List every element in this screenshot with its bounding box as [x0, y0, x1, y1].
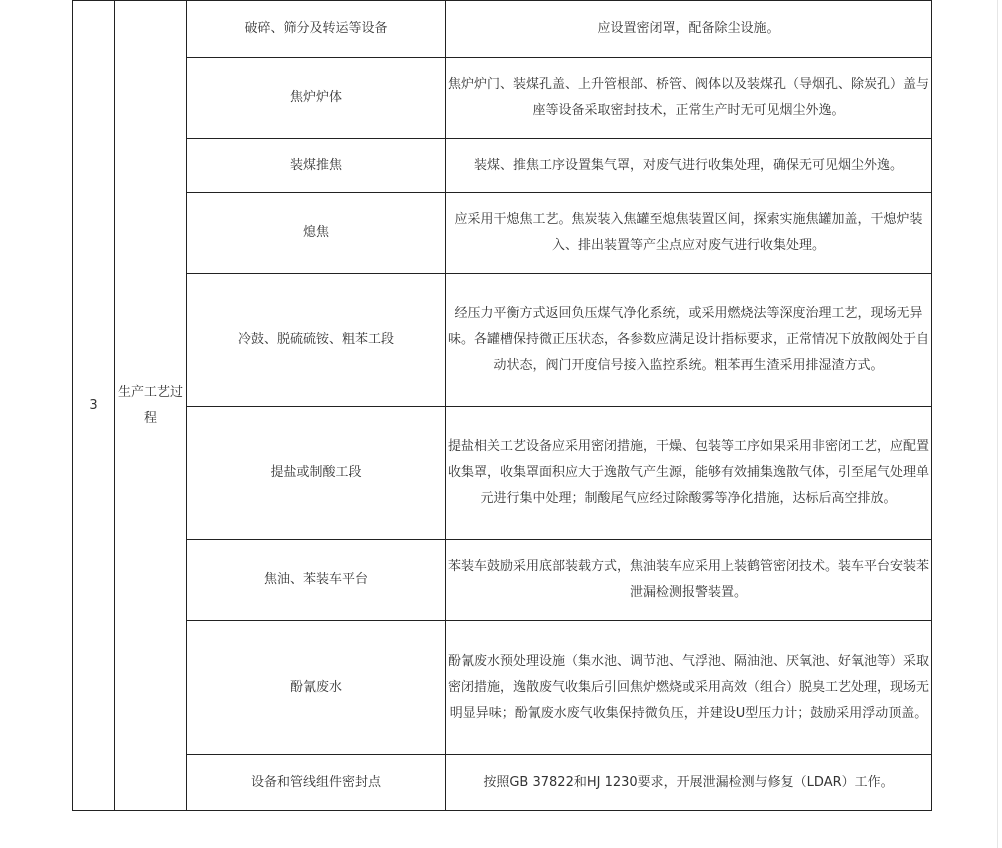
- requirement-cell: 苯装车鼓励采用底部装载方式，焦油装车应采用上装鹤管密闭技术。装车平台安装苯泄漏检测报警装置。: [446, 540, 932, 621]
- table-row: [73, 274, 932, 407]
- requirement-cell: 装煤、推焦工序设置集气罩，对废气进行收集处理，确保无可见烟尘外逸。: [446, 139, 932, 193]
- section-number-cell: 3: [73, 1, 115, 811]
- section-category-cell: 生产工艺过程: [115, 1, 187, 811]
- table-row: [73, 755, 932, 811]
- table-row: [73, 1, 932, 58]
- item-cell: 熄焦: [187, 193, 446, 274]
- requirement-cell: 经压力平衡方式返回负压煤气净化系统，或采用燃烧法等深度治理工艺，现场无异味。各罐槽保持微正压状态，各参数应满足设计指标要求，正常情况下放散阀处于自动状态，阀门开度信号接入监控系统。粗苯再生渣采用排湿渣方式。: [446, 274, 932, 407]
- item-cell: 焦炉炉体: [187, 58, 446, 139]
- item-cell: 设备和管线组件密封点: [187, 755, 446, 811]
- requirement-cell: 提盐相关工艺设备应采用密闭措施，干燥、包装等工序如果采用非密闭工艺，应配置收集罩，收集罩面积应大于逸散气产生源，能够有效捕集逸散气体，引至尾气处理单元进行集中处理；制酸尾气应经过除酸雾等净化措施，达标后高空排放。: [446, 407, 932, 540]
- table-row: [73, 621, 932, 755]
- table-row: [73, 540, 932, 621]
- requirement-cell: 焦炉炉门、装煤孔盖、上升管根部、桥管、阀体以及装煤孔（导烟孔、除炭孔）盖与座等设备采取密封技术，正常生产时无可见烟尘外逸。: [446, 58, 932, 139]
- requirement-cell: 应设置密闭罩，配备除尘设施。: [446, 1, 932, 58]
- table-row: [73, 58, 932, 139]
- item-cell: 破碎、筛分及转运等设备: [187, 1, 446, 58]
- table-row: [73, 407, 932, 540]
- emission-control-table: [72, 0, 932, 811]
- item-cell: 装煤推焦: [187, 139, 446, 193]
- requirement-cell: 应采用干熄焦工艺。焦炭装入焦罐至熄焦装置区间，探索实施焦罐加盖，干熄炉装入、排出装置等产尘点应对废气进行收集处理。: [446, 193, 932, 274]
- item-cell: 提盐或制酸工段: [187, 407, 446, 540]
- item-cell: 酚氰废水: [187, 621, 446, 755]
- table-row: [73, 193, 932, 274]
- requirement-cell: 酚氰废水预处理设施（集水池、调节池、气浮池、隔油池、厌氧池、好氧池等）采取密闭措施，逸散废气收集后引回焦炉燃烧或采用高效（组合）脱臭工艺处理，现场无明显异味；酚氰废水废气收集保持微负压，并建设U型压力计；鼓励采用浮动顶盖。: [446, 621, 932, 755]
- item-cell: 焦油、苯装车平台: [187, 540, 446, 621]
- table-row: [73, 139, 932, 193]
- requirement-cell: 按照GB 37822和HJ 1230要求，开展泄漏检测与修复（LDAR）工作。: [446, 755, 932, 811]
- item-cell: 冷鼓、脱硫硫铵、粗苯工段: [187, 274, 446, 407]
- page-edge-line: [997, 0, 998, 848]
